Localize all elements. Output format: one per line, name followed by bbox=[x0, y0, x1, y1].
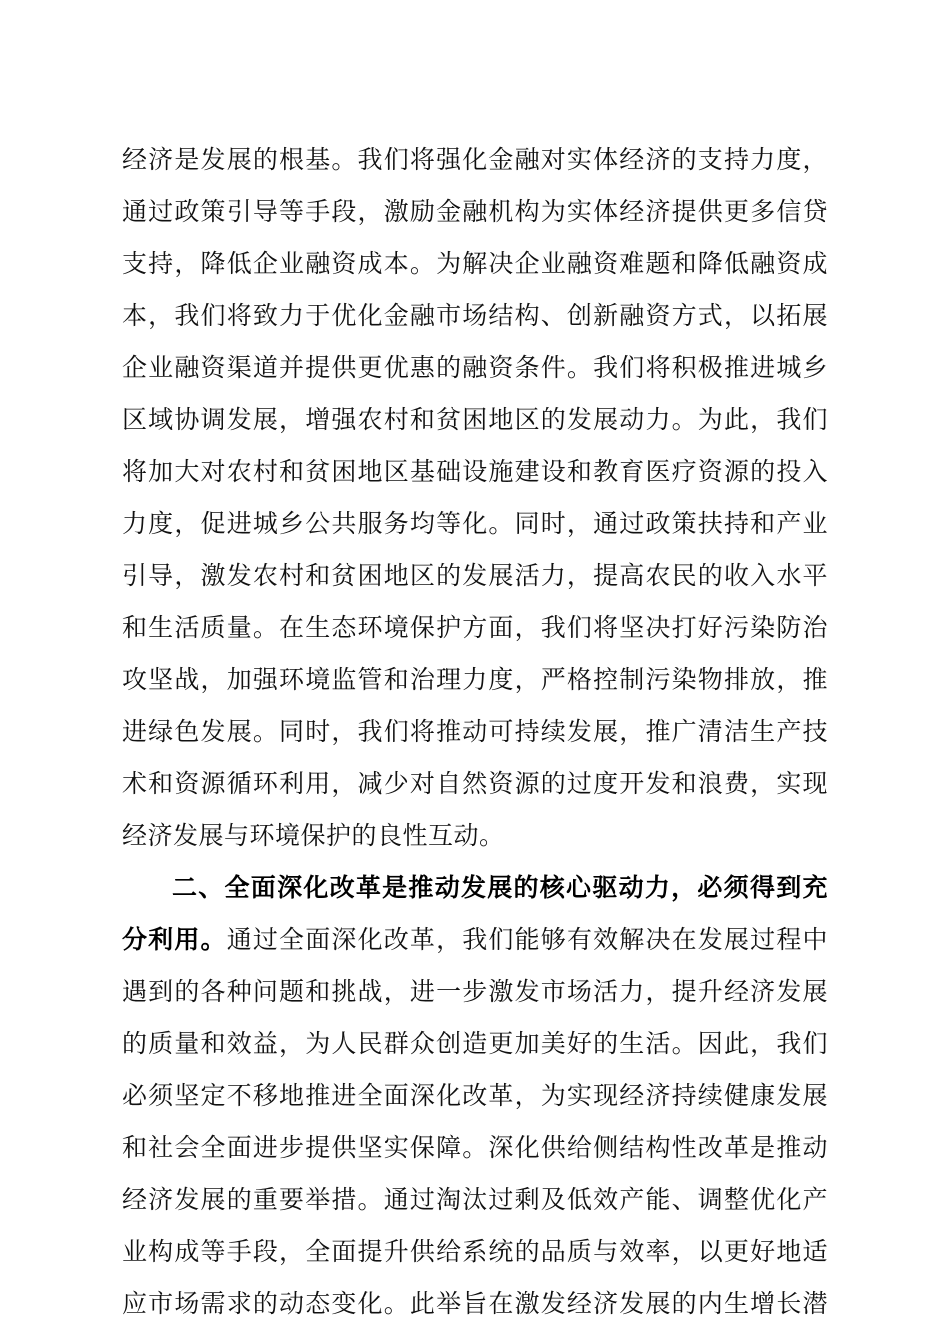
text-line-19: 必须坚定不移地推进全面深化改革，为实现经济持续健康发展 bbox=[122, 1081, 828, 1110]
text-line-14: 经济发展与环境保护的良性互动。 bbox=[122, 821, 505, 850]
text-line-21: 经济发展的重要举措。通过淘汰过剩及低效产能、调整优化产 bbox=[122, 1185, 828, 1214]
text-line-4: 本，我们将致力于优化金融市场结构、创新融资方式，以拓展 bbox=[122, 301, 828, 330]
text-line-18: 的质量和效益，为人民群众创造更加美好的生活。因此，我们 bbox=[122, 1029, 828, 1058]
section-heading: 二、全面深化改革是推动发展的核心驱动力，必须得到充 bbox=[172, 873, 828, 902]
text-line-12: 进绿色发展。同时，我们将推动可持续发展，推广清洁生产技 bbox=[122, 717, 828, 746]
section-heading-end: 分利用。 bbox=[122, 925, 227, 954]
text-line-1: 经济是发展的根基。我们将强化金融对实体经济的支持力度， bbox=[122, 145, 828, 174]
heading-continuation-line bbox=[122, 924, 828, 956]
text-line-6: 区域协调发展，增强农村和贫困地区的发展动力。为此，我们 bbox=[122, 405, 828, 434]
text-line-5: 企业融资渠道并提供更优惠的融资条件。我们将积极推进城乡 bbox=[122, 353, 828, 382]
text-line-20: 和社会全面进步提供坚实保障。深化供给侧结构性改革是推动 bbox=[122, 1133, 828, 1162]
text-line-9: 引导，激发农村和贫困地区的发展活力，提高农民的收入水平 bbox=[122, 561, 828, 590]
heading-continuation-text: 通过全面深化改革，我们能够有效解决在发展过程中 bbox=[226, 925, 828, 954]
text-line-2: 通过政策引导等手段，激励金融机构为实体经济提供更多信贷 bbox=[122, 197, 828, 226]
text-line-8: 力度，促进城乡公共服务均等化。同时，通过政策扶持和产业 bbox=[122, 509, 828, 538]
text-line-17: 遇到的各种问题和挑战，进一步激发市场活力，提升经济发展 bbox=[122, 977, 828, 1006]
text-line-7: 将加大对农村和贫困地区基础设施建设和教育医疗资源的投入 bbox=[122, 457, 828, 486]
text-line-13: 术和资源循环利用，减少对自然资源的过度开发和浪费，实现 bbox=[122, 769, 828, 798]
text-line-3: 支持，降低企业融资成本。为解决企业融资难题和降低融资成 bbox=[122, 249, 828, 278]
text-line-11: 攻坚战，加强环境监管和治理力度，严格控制污染物排放，推 bbox=[122, 665, 828, 694]
text-line-23: 应市场需求的动态变化。此举旨在激发经济发展的内生增长潜 bbox=[122, 1289, 828, 1318]
text-line-10: 和生活质量。在生态环境保护方面，我们将坚决打好污染防治 bbox=[122, 613, 828, 642]
text-line-22: 业构成等手段，全面提升供给系统的品质与效率，以更好地适 bbox=[122, 1237, 828, 1266]
